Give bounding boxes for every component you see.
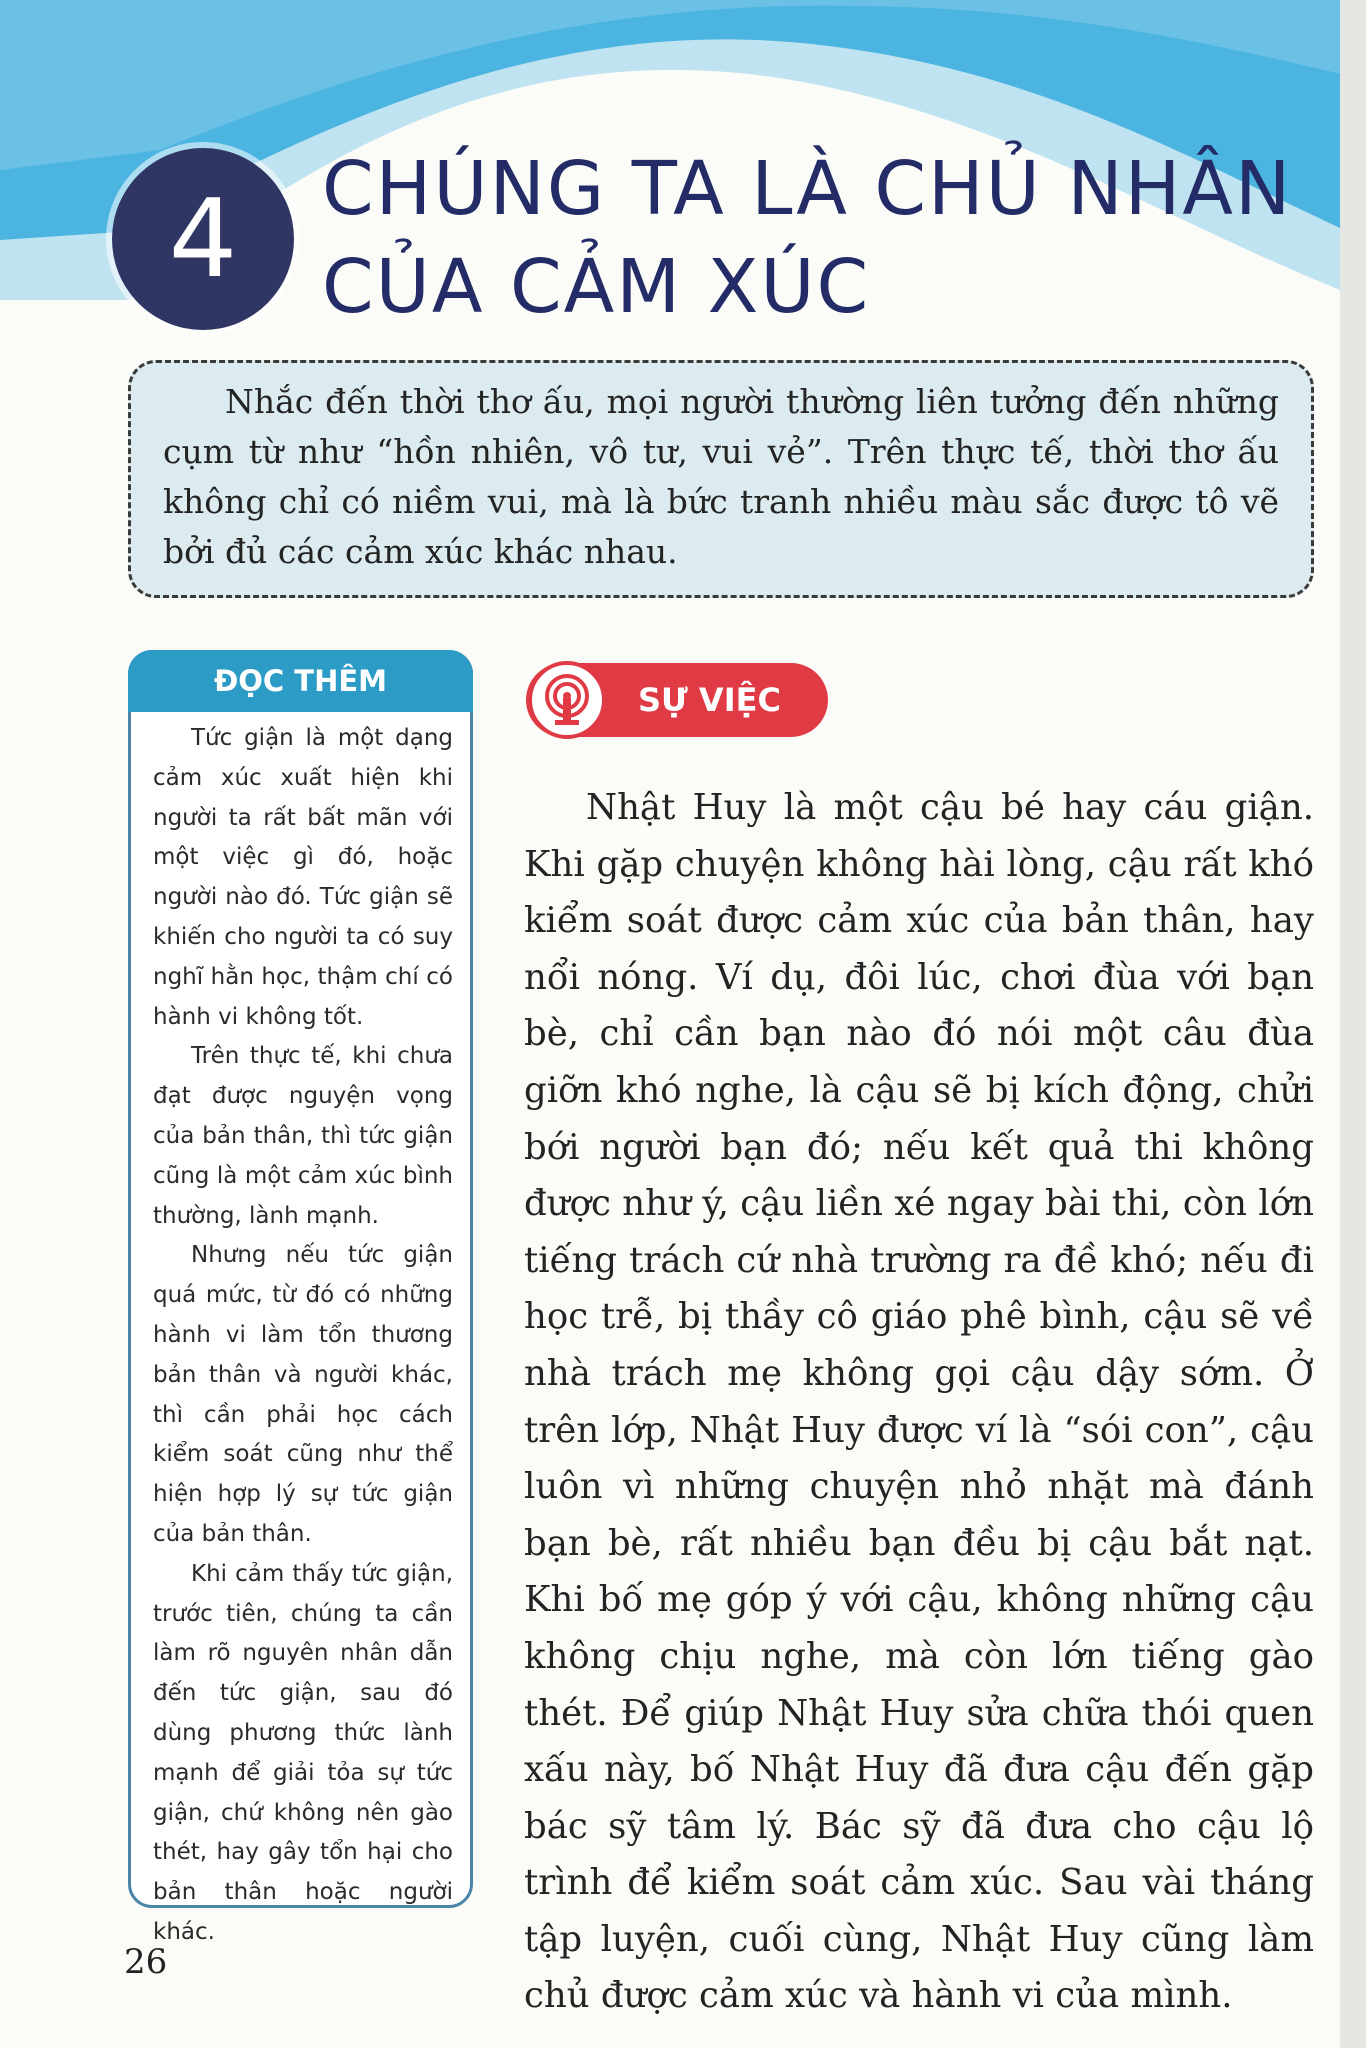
broadcast-icon xyxy=(528,661,606,739)
event-section-label xyxy=(526,663,828,737)
intro-text: Nhắc đến thời thơ ấu, mọi người thường liên tưởng đến những cụm từ như “hồn nhiên, vô tư, vui vẻ”. Trên thực tế, thời thơ ấu không chỉ có niềm vui, mà là bức tranh nhiều màu sắc được tô vẽ bởi đủ các cảm xúc khác nhau. xyxy=(163,382,1279,571)
event-label: SỰ VIỆC xyxy=(638,681,781,719)
story-paragraph: Nhật Huy là một cậu bé hay cáu giận. Khi gặp chuyện không hài lòng, cậu rất khó kiểm soát được cảm xúc của bản thân, hay nổi nóng. Ví dụ, đôi lúc, chơi đùa với bạn bè, chỉ cần bạn nào đó nói một câu đùa giỡn khó nghe, là cậu sẽ bị kích động, chửi bới người bạn đó; nếu kết quả thi không được như ý, cậu liền xé ngay bài thi, còn lớn tiếng trách cứ nhà trường ra đề khó; nếu đi học trễ, bị thầy cô giáo phê bình, cậu sẽ về nhà trách mẹ không gọi cậu dậy sớm. Ở trên lớp, Nhật Huy được ví là “sói con”, cậu luôn vì những chuyện nhỏ nhặt mà đánh bạn bè, rất nhiều bạn đều bị cậu bắt nạt. Khi bố mẹ góp ý với cậu, không những cậu không chịu nghe, mà còn lớn tiếng gào thét. Để giúp Nhật Huy sửa chữa thói quen xấu này, bố Nhật Huy đã đưa cậu đến gặp bác sỹ tâm lý. Bác sỹ đã đưa cho cậu lộ trình để kiểm soát cảm xúc. Sau vài tháng tập luyện, cuối cùng, Nhật Huy cũng làm chủ được cảm xúc và hành vi của mình. xyxy=(524,787,1314,2017)
intro-box xyxy=(128,360,1314,598)
chapter-title: CHÚNG TA LÀ CHỦ NHÂN CỦA CẢM XÚC xyxy=(322,146,1293,330)
read-more-sidebar xyxy=(128,650,473,1945)
chapter-number-badge: 4 xyxy=(112,148,294,330)
story-text-block xyxy=(524,780,1314,2025)
sidebar-header: ĐỌC THÊM xyxy=(128,650,473,712)
sidebar-paragraph: Khi cảm thấy tức giận, trước tiên, chúng ta cần làm rõ nguyên nhân dẫn đến tức giận, sau đó dùng phương thức lành mạnh để giải tỏa sự tức giận, chứ không nên gào thét, hay gây tổn hại cho bản thân hoặc người khác. xyxy=(153,1560,453,1945)
page-number: 26 xyxy=(124,1942,168,1982)
page-edge-shadow xyxy=(1340,0,1366,2048)
sidebar-paragraph: Nhưng nếu tức giận quá mức, từ đó có những hành vi làm tổn thương bản thân và người khác, thì cần phải học cách kiểm soát cũng như thể hiện hợp lý sự tức giận của bản thân. xyxy=(153,1242,453,1547)
sidebar-body xyxy=(153,719,453,1953)
sidebar-paragraph: Trên thực tế, khi chưa đạt được nguyện vọng của bản thân, thì tức giận cũng là một cảm xúc bình thường, lành mạnh. xyxy=(153,1043,453,1229)
sidebar-paragraph: Tức giận là một dạng cảm xúc xuất hiện khi người ta rất bất mãn với một việc gì đó, hoặc người nào đó. Tức giận sẽ khiến cho người ta có suy nghĩ hằn học, thậm chí có hành vi không tốt. xyxy=(153,725,453,1030)
